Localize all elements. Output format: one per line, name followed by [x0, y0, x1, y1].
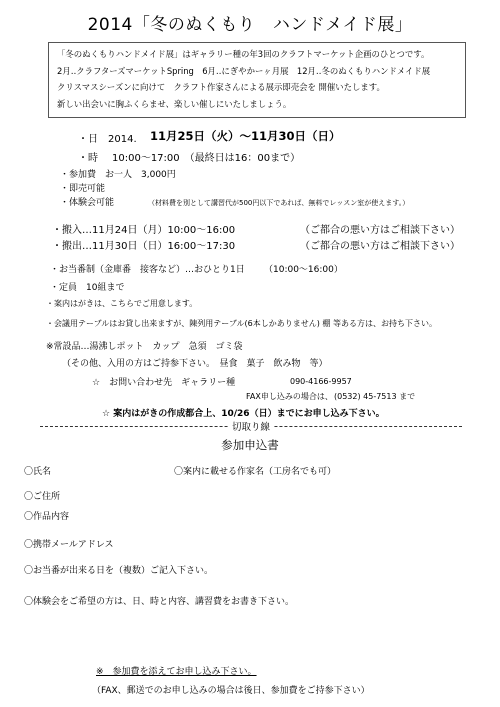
time-value: 10:00～17:00 （最終日は16：00まで）	[112, 153, 301, 164]
workshop-field[interactable]: 〇体験会をご希望の方は、日、時と内容、講習費をお書き下さい。	[24, 597, 295, 607]
move-out: ・搬出…11月30日（日）16:00～17:30	[52, 241, 236, 252]
deadline-text-b: までにお申し込み下さい。	[276, 409, 385, 419]
author-name-field[interactable]: 〇案内に載せる作家名（工房名でも可）	[174, 467, 337, 477]
email-field[interactable]: 〇携帯メールアドレス	[24, 540, 114, 550]
duty-days-field[interactable]: 〇お当番が出来る日を（複数）ご記入下さい。	[24, 566, 214, 576]
capacity-text: ・定員 10組まで	[50, 283, 125, 293]
fax-label: FAX申し込みの場合は、	[246, 392, 333, 401]
star-icon: ☆	[102, 409, 111, 419]
move-out-note: （ご都合の悪い方はご相談下さい）	[300, 241, 460, 252]
footer-note-1: ※ 参加費を添えてお申し込み下さい。	[96, 667, 257, 677]
sale-text: ・即売可能	[60, 184, 106, 194]
contact-label: ☆ お問い合わせ先 ギャラリー種	[92, 378, 236, 388]
intro-box	[48, 42, 466, 118]
duty-time: （10:00～16:00）	[264, 265, 343, 275]
intro-line: 2月‥クラフターズマーケットSpring 6月‥にぎやかーヶ月展 12月‥冬のぬくもりハンドメイド展	[57, 65, 431, 76]
intro-line: 「冬のぬくもりハンドメイド展」はギャラリー種の年3回のクラフトマーケット企画のひとつです。	[57, 49, 430, 59]
cut-line	[40, 419, 462, 433]
move-in: ・搬入…11月24日（月）10:00～16:00	[52, 225, 236, 236]
workshop-text: ・体験会可能	[60, 198, 115, 208]
page-title: 2014「冬のぬくもり ハンドメイド展」	[87, 15, 413, 35]
footer-note-2: （FAX、郵送でのお申し込みの場合は後日、参加費をご持参下さい）	[92, 686, 370, 696]
work-content-field[interactable]: 〇作品内容	[24, 512, 70, 522]
contact-phone: 090-4166-9957	[290, 377, 352, 386]
form-heading: 参加申込書	[221, 438, 279, 452]
card-note: ・案内はがきは、こちらでご用意します。	[46, 299, 198, 308]
other-note: （その他、入用の方はご持参下さい。 昼食 菓子 飲み物 等）	[62, 359, 328, 369]
date-value: 11月25日（火）～11月30日（日）	[150, 129, 341, 143]
duty-text: ・お当番制（金庫番 接客など）…おひとり1日	[50, 265, 245, 275]
table-note: ・会議用テーブルはお貸し出来ますが、陳列用テーブル(6本しかありません) 棚 等ある方は、お持ち下さい。	[46, 319, 437, 328]
fax-number: (0532) 45-7513 まで	[334, 392, 416, 401]
intro-line: クリスマスシーズンに向けて クラフト作家さんによる展示即売会を 開催いたします。	[57, 82, 385, 92]
address-field[interactable]: 〇ご住所	[24, 492, 61, 502]
cut-line-label: 切取り線	[228, 422, 274, 433]
name-field[interactable]: 〇氏名	[24, 467, 52, 477]
deadline-text-a: 案内はがきの作成都合上、	[113, 409, 222, 419]
move-in-note: （ご都合の悪い方はご相談下さい）	[300, 225, 460, 236]
deadline-line	[102, 406, 385, 419]
workshop-note: （材料費を別として講習代が500円以下であれば、無料でレッスン室が使えます。）	[148, 199, 410, 207]
fee-text: ・参加費 お一人 3,000円	[60, 170, 176, 180]
date-label: ・日 2014.	[78, 134, 137, 145]
supplies-note: ※常設品…湯沸しポット カップ 急須 ゴミ袋	[46, 342, 243, 352]
time-label: ・時	[78, 153, 98, 164]
intro-line: 新しい出会いに胸ふくらませ、楽しい催しにいたしましょう。	[57, 98, 292, 109]
deadline-date: 10/26（日）	[221, 409, 277, 419]
